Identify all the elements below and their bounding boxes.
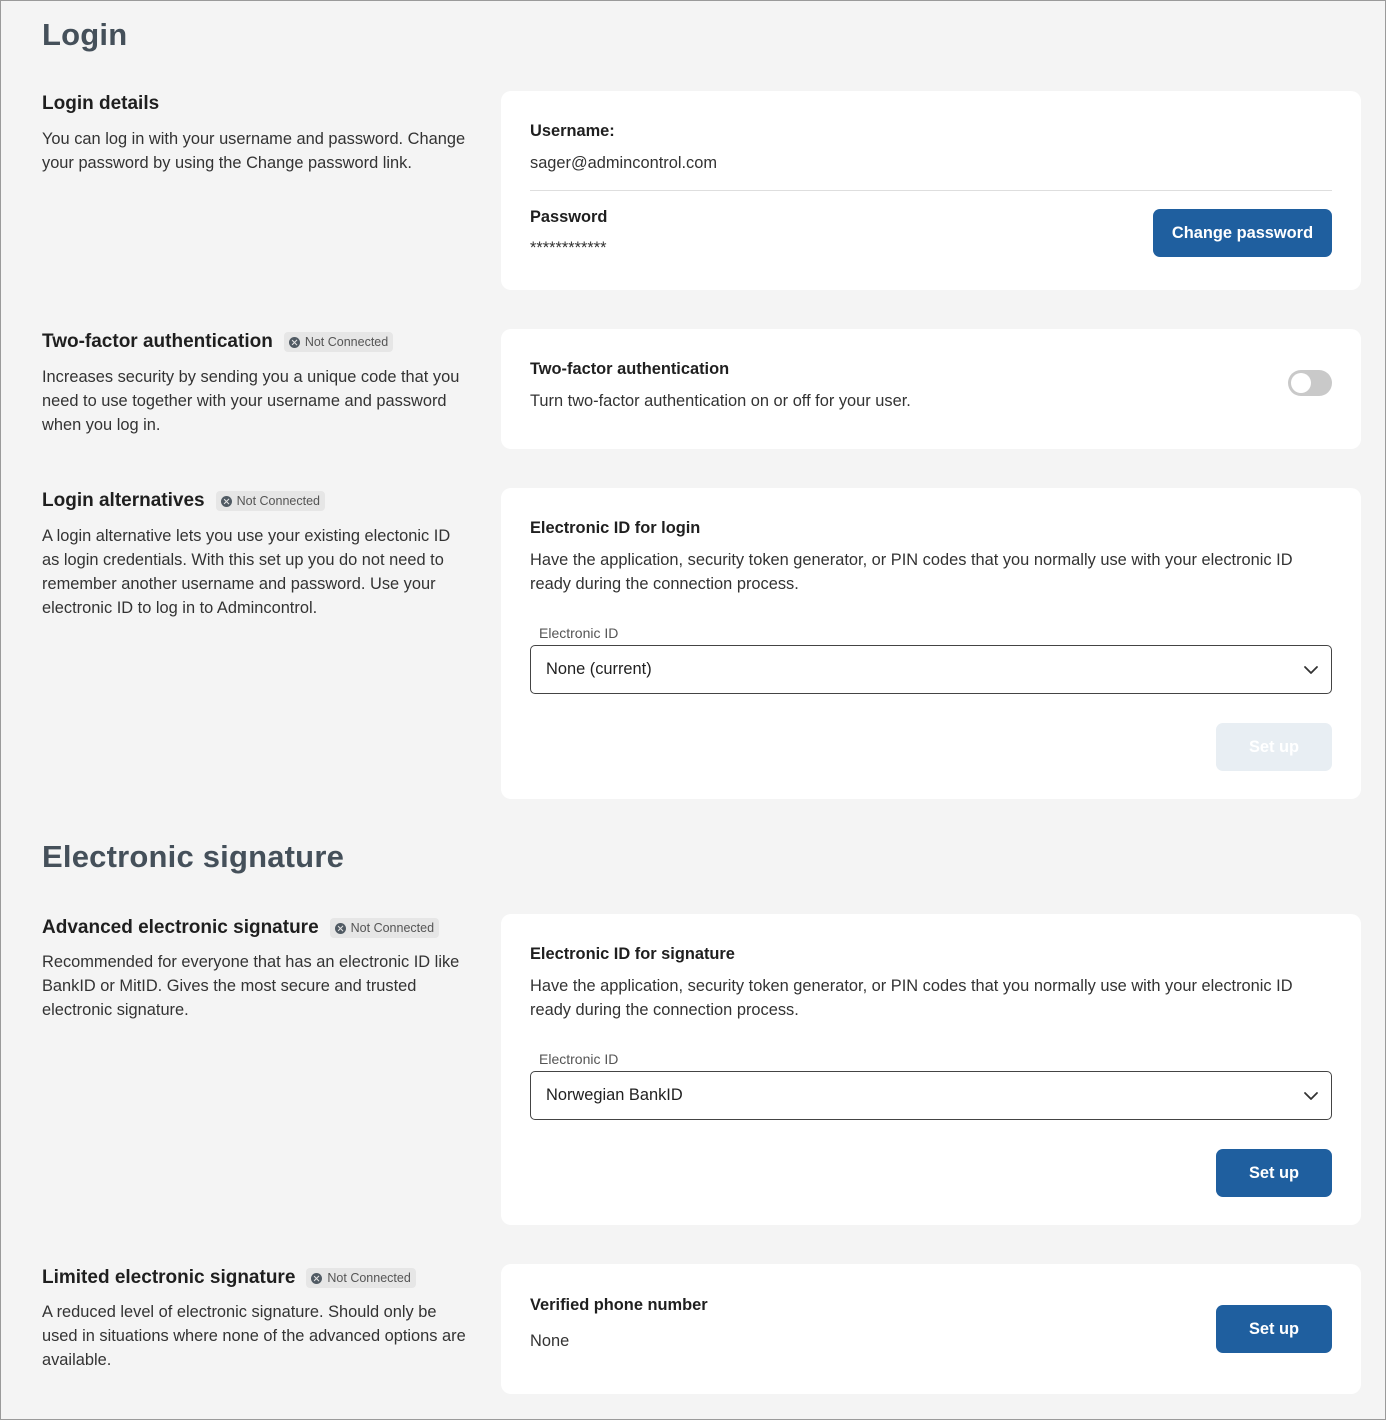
select-value: None (current)	[546, 660, 652, 678]
advanced-signature-card	[501, 914, 1361, 1225]
password-label: Password	[530, 208, 608, 226]
login-alternatives-description: A login alternative lets you use your existing electonic ID as login credentials. With this set up you do not need to remember another username and password. Use your electronic ID to log in to Admincontrol.	[42, 527, 451, 617]
setup-phone-button[interactable]: Set up	[1216, 1305, 1332, 1353]
two-factor-card-text: Turn two-factor authentication on or off for your user.	[530, 392, 911, 410]
two-factor-title-text: Two-factor authentication	[42, 331, 273, 352]
status-badge-text: Not Connected	[350, 921, 435, 935]
electronic-id-field-label: Electronic ID	[539, 625, 619, 641]
login-alternatives-title	[42, 490, 325, 512]
toggle-knob	[1291, 373, 1311, 393]
login-alternatives-card	[501, 488, 1361, 799]
limited-signature-card	[501, 1264, 1361, 1394]
advanced-signature-title-text: Advanced electronic signature	[42, 917, 319, 938]
eid-login-card-title: Electronic ID for login	[530, 519, 701, 537]
two-factor-toggle[interactable]	[1288, 370, 1332, 396]
login-details-card	[501, 91, 1361, 290]
username-label: Username:	[530, 122, 615, 140]
status-badge	[216, 491, 325, 511]
login-details-title	[42, 93, 159, 115]
status-badge	[306, 1268, 415, 1288]
limited-signature-title-text: Limited electronic signature	[42, 1267, 296, 1288]
status-badge-text: Not Connected	[327, 1271, 411, 1285]
electronic-id-field-label: Electronic ID	[539, 1051, 619, 1067]
electronic-id-signature-select[interactable]	[530, 1071, 1332, 1120]
username-value: sager@admincontrol.com	[530, 154, 717, 172]
chevron-down-icon	[1301, 1086, 1321, 1106]
close-circle-icon	[311, 1273, 322, 1284]
card-divider	[530, 190, 1332, 191]
two-factor-card	[501, 329, 1361, 449]
electronic-id-login-select[interactable]	[530, 645, 1332, 694]
login-details-title-text: Login details	[42, 93, 160, 114]
status-badge-text: Not Connected	[304, 335, 389, 349]
two-factor-title	[42, 331, 393, 353]
advanced-signature-description: Recommended for everyone that has an electronic ID like BankID or MitID. Gives the most secure and trusted electronic signature.	[42, 953, 460, 1019]
eid-signature-card-text: Have the application, security token generator, or PIN codes that you normally use with your electronic ID ready during the connection process.	[530, 977, 1293, 1019]
close-circle-icon	[335, 923, 346, 934]
eid-signature-card-title: Electronic ID for signature	[530, 945, 735, 963]
setup-login-button[interactable]: Set up	[1216, 723, 1332, 771]
limited-signature-description: A reduced level of electronic signature. Should only be used in situations where none of the advanced options are available.	[42, 1303, 466, 1369]
status-badge	[284, 332, 393, 352]
login-heading: Login	[42, 17, 128, 52]
close-circle-icon	[221, 496, 232, 507]
advanced-signature-title	[42, 917, 439, 939]
verified-phone-label: Verified phone number	[530, 1296, 708, 1314]
two-factor-card-title: Two-factor authentication	[530, 360, 730, 378]
status-badge-text: Not Connected	[236, 494, 320, 508]
chevron-down-icon	[1301, 660, 1321, 680]
login-details-description: You can log in with your username and password. Change your password by using the Change password link.	[42, 130, 466, 172]
limited-signature-title	[42, 1267, 416, 1289]
select-value: Norwegian BankID	[546, 1086, 683, 1104]
verified-phone-value: None	[530, 1332, 570, 1350]
electronic-signature-heading: Electronic signature	[42, 839, 345, 874]
login-alternatives-title-text: Login alternatives	[42, 490, 205, 511]
two-factor-description: Increases security by sending you a unique code that you need to use together with your username and password when you log in.	[42, 368, 460, 434]
setup-signature-button[interactable]: Set up	[1216, 1149, 1332, 1197]
eid-login-card-text: Have the application, security token generator, or PIN codes that you normally use with your electronic ID ready during the connection process.	[530, 551, 1293, 593]
status-badge	[330, 918, 439, 938]
change-password-button[interactable]: Change password	[1153, 209, 1332, 257]
close-circle-icon	[289, 337, 300, 348]
password-value: ************	[530, 239, 607, 257]
